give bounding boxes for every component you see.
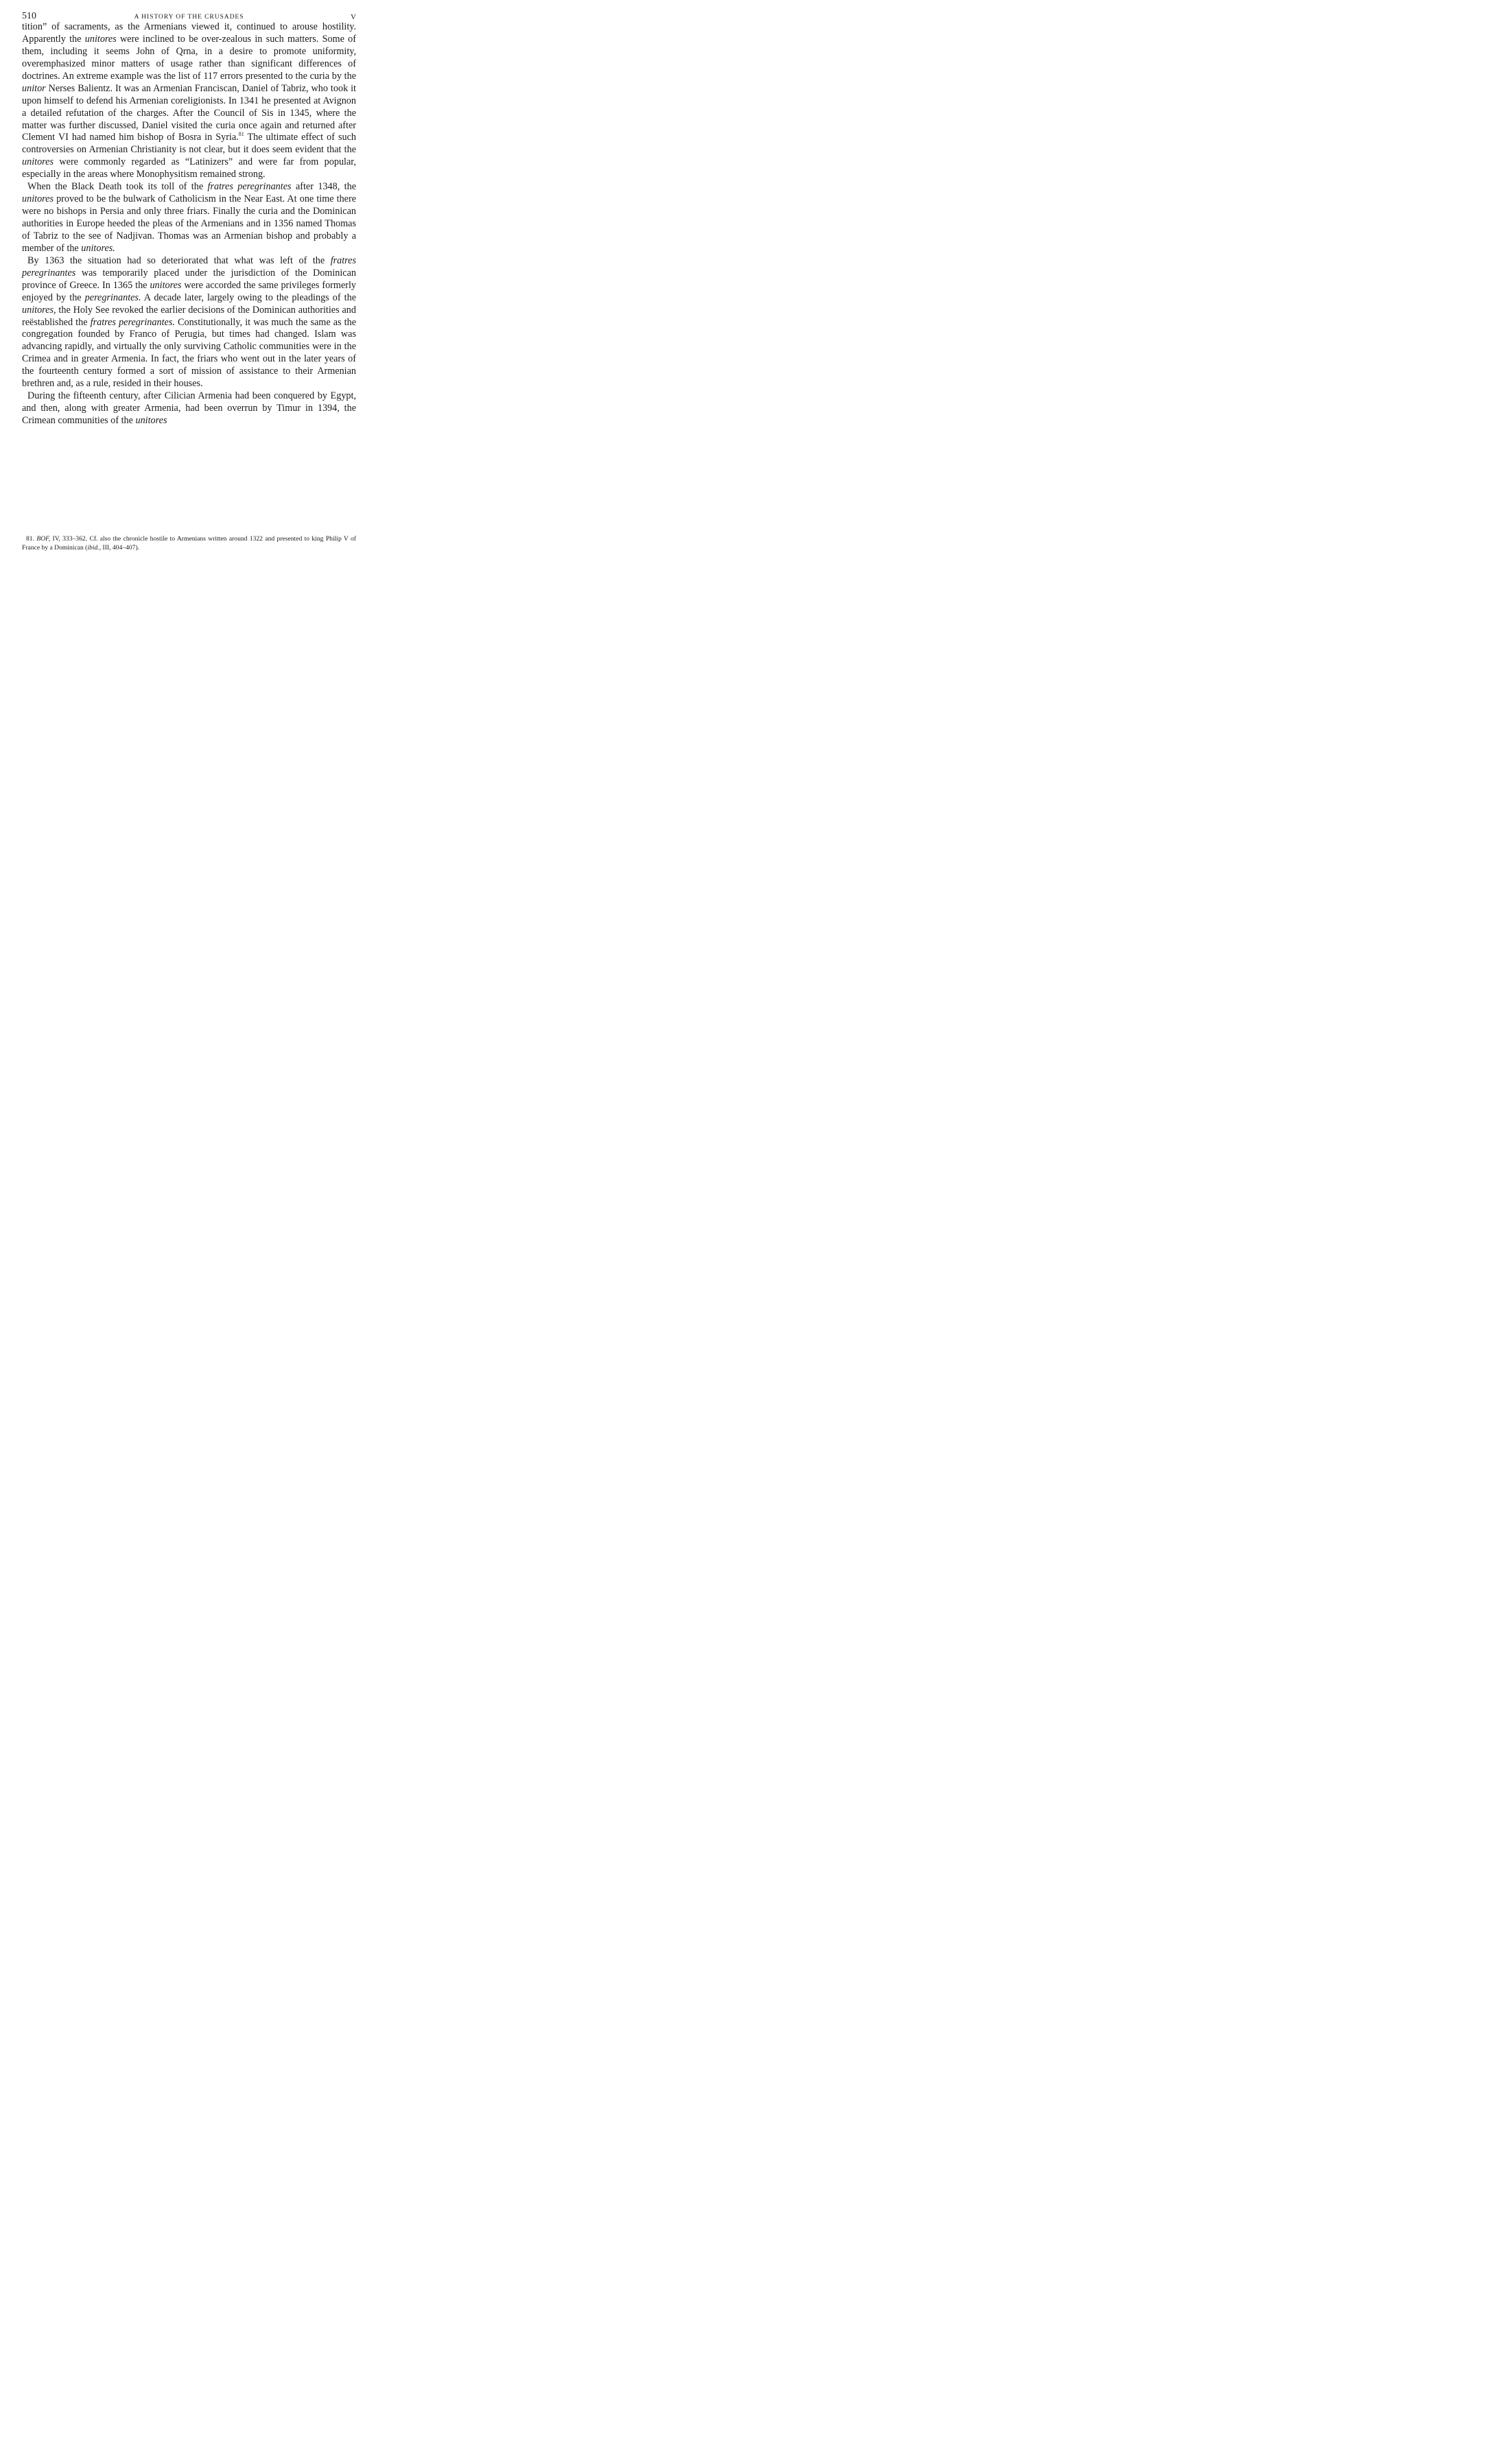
- text-run: By 1363 the situation had so deteriorated that what was left of the: [27, 254, 331, 266]
- text-run: were commonly regarded as “Latinizers” and were far from popular, especially in the areas where Monophysitism remained strong.: [22, 156, 356, 180]
- text-run: During the fifteenth century, after Cilician Armenia had been conquered by Egypt, and then, along with greater Armenia, had been overrun by Timur in 1394, the Crimean communities of the: [22, 390, 356, 426]
- italic-term: unitores: [22, 156, 54, 168]
- text-run: Constitutionally, it was much the same as the congregation founded by Franco of Perugia, but times had changed. Islam was advancing rapidly, and virtually the only surviving Catholic communities were in the Crimea and in greater Armenia. In fact, the friars who went out in the later years of the fourteenth century formed a sort of mission of assistance to their Armenian brethren and, as a rule, resided in their houses.: [22, 316, 357, 390]
- italic-term: fratres peregrinantes: [207, 181, 292, 193]
- italic-term: unitores: [135, 415, 167, 426]
- paragraph-1: [22, 21, 356, 181]
- italic-term: peregrinantes.: [84, 292, 141, 303]
- paragraph-3: [22, 255, 356, 390]
- page-number: 510: [22, 11, 36, 21]
- text-run: Nerses Balientz. It was an Armenian Franciscan, Daniel of Tabriz, who took it upon himself to defend his Armenian coreligionists. In 1341 he presented at Avignon a detailed refutation of the charges. After the Council of Sis in 1345, where the matter was further discussed, Daniel visited the curia once again and returned after Clement VI had named him bishop of Bosra in Syria.: [22, 82, 356, 143]
- footnote-number: 81.: [26, 535, 37, 543]
- text-run: The ultimate effect of such controversies on Armenian Christianity is not clear, but it does seem evident that the: [22, 132, 356, 156]
- text-run: the Holy See revoked the earlier decisions of the Dominican authorities and reëstablished the: [22, 304, 356, 328]
- italic-term: unitores: [150, 279, 182, 291]
- main-text: [22, 21, 356, 427]
- text-run: were inclined to be over-zealous in such matters. Some of them, including it seems John of Qrna, in a desire to promote uniformity, overemphasized minor matters of usage rather than significant differences of doctrines. An extreme example was the list of 117 errors presented to the curia by the: [22, 33, 357, 82]
- text-run: after 1348, the: [291, 181, 356, 193]
- volume-number: V: [351, 13, 356, 21]
- paragraph-2: [22, 181, 356, 255]
- footnote-reference: 81: [238, 131, 244, 138]
- italic-term: unitores: [22, 193, 54, 205]
- italic-term: unitor: [22, 82, 46, 94]
- text-run: III, 404–407).: [101, 544, 140, 552]
- italic-term: ibid.,: [87, 544, 102, 552]
- text-run: were accorded the same privileges formerly enjoyed by the: [22, 279, 356, 303]
- italic-term: fratres peregrinantes: [22, 254, 356, 279]
- paragraph-4: [22, 390, 356, 427]
- text-run: A decade later, largely owing to the pleadings of the: [141, 292, 356, 303]
- running-title: A HISTORY OF THE CRUSADES: [134, 13, 244, 21]
- text-run: When the Black Death took its toll of the: [27, 181, 208, 193]
- text-run: proved to be the bulwark of Catholicism in the Near East. At one time there were no bishops in Persia and only three friars. Finally the curia and the Dominican authorities in Europe heeded the pleas of the Armenians and in 1356 named Thomas of Tabriz to the see of Nadjivan. Thomas was an Armenian bishop and probably a member of the: [22, 193, 356, 254]
- italic-term: BOF,: [36, 535, 51, 543]
- book-page: [0, 0, 376, 616]
- italic-term: unitores,: [22, 304, 56, 316]
- italic-term: fratres peregrinantes.: [90, 316, 175, 328]
- italic-term: unitores.: [81, 242, 115, 254]
- footnote-81: [22, 534, 356, 552]
- italic-term: unitores: [84, 33, 117, 45]
- text-run: IV, 333–362. Cf. also the chronicle hostile to Armenians written around 1322 and presented to king Philip V of France by a Dominican (: [22, 535, 357, 552]
- text-run: tition” of sacraments, as the Armenians viewed it, continued to arouse hostility. Apparently the: [22, 21, 356, 45]
- footnotes: [22, 534, 356, 552]
- text-run: was temporarily placed under the jurisdiction of the Dominican province of Greece. In 1365 the: [22, 267, 356, 291]
